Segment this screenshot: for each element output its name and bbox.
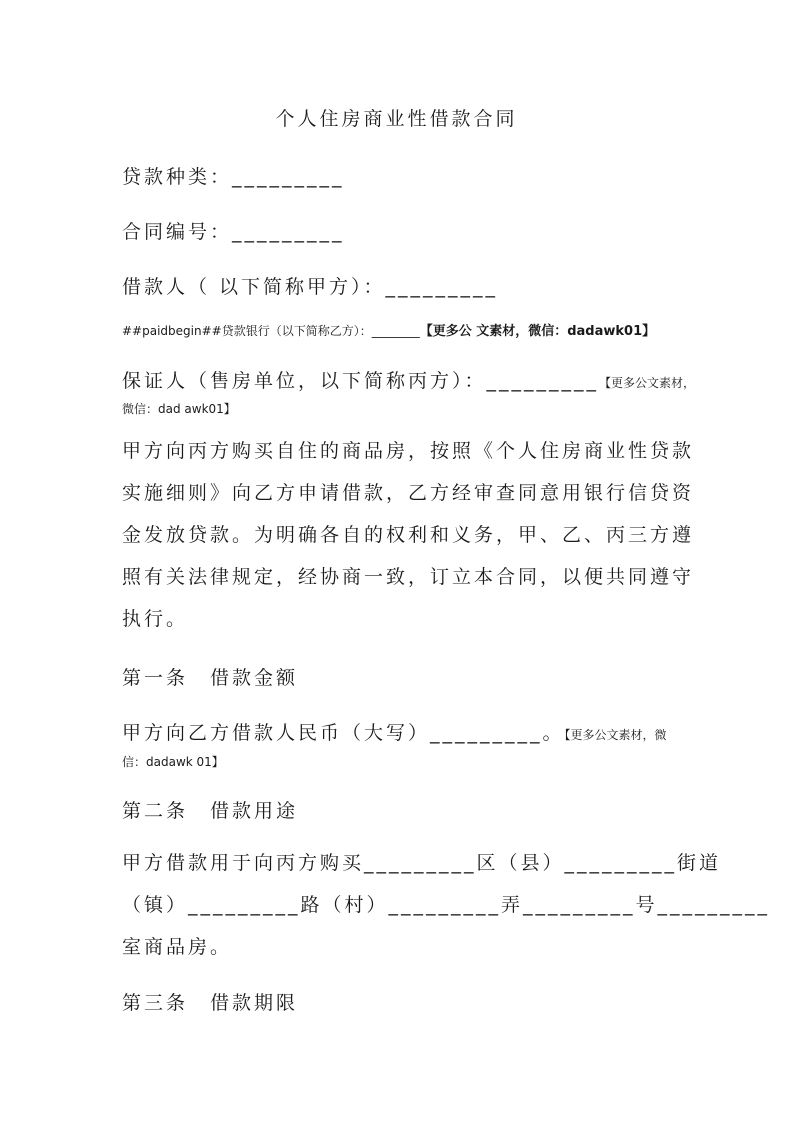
lender-field: ##paidbegin##贷款银行（以下简称乙方）：________ [122,324,420,338]
borrower-field: 借款人（ 以下简称甲方）：_________ [122,276,499,298]
contract-number-field: 合同编号：_________ [122,221,345,243]
lender-row [122,318,655,340]
article-1-watermark-2: 信：dadawk 01】 [122,755,224,769]
article-3-heading: 第三条 借款期限 [122,992,299,1014]
intro-paragraph [122,430,695,640]
article-2-line-1: 甲方借款用于向丙方购买_________区（县）_________街道 [122,852,722,874]
article-2-paragraph [122,842,771,968]
article-1-watermark-1: 【更多公文素材，微 [564,728,667,742]
intro-line-1: 甲方向丙方购买自住的商品房，按照《个人住房商业性贷款 [122,440,695,462]
article-2-heading: 第二条 借款用途 [122,800,299,822]
guarantor-watermark-1: 【更多公文素材， [599,376,696,390]
guarantor-field: 保证人（售房单位，以下简称丙方）：_________ [122,370,600,392]
article-1-heading: 第一条 借款金额 [122,667,299,689]
lender-watermark: 【更多公 文素材，微信：dadawk01】 [419,324,656,339]
intro-line-5: 执行。 [122,608,189,630]
intro-line-4: 照有关法律规定，经协商一致，订立本合同，以便共同遵守 [122,566,695,588]
intro-line-3: 金发放贷款。为明确各自的权利和义务，甲、乙、丙三方遵 [122,524,695,546]
guarantor-row [122,366,695,393]
document-title: 个人住房商业性借款合同 [275,108,518,130]
loan-type-field: 贷款种类：_________ [122,166,345,188]
article-2-line-2: （镇）_________路（村）_________弄_________号_________ [122,894,771,916]
intro-line-2: 实施细则》向乙方申请借款，乙方经审查同意用银行信贷资 [122,482,695,504]
article-1-row [122,718,667,745]
article-1-text: 甲方向乙方借款人民币（大写）_________。 [122,722,565,744]
guarantor-watermark-2: 微信：dad awk01】 [122,402,236,416]
article-2-line-3: 室商品房。 [122,936,233,958]
